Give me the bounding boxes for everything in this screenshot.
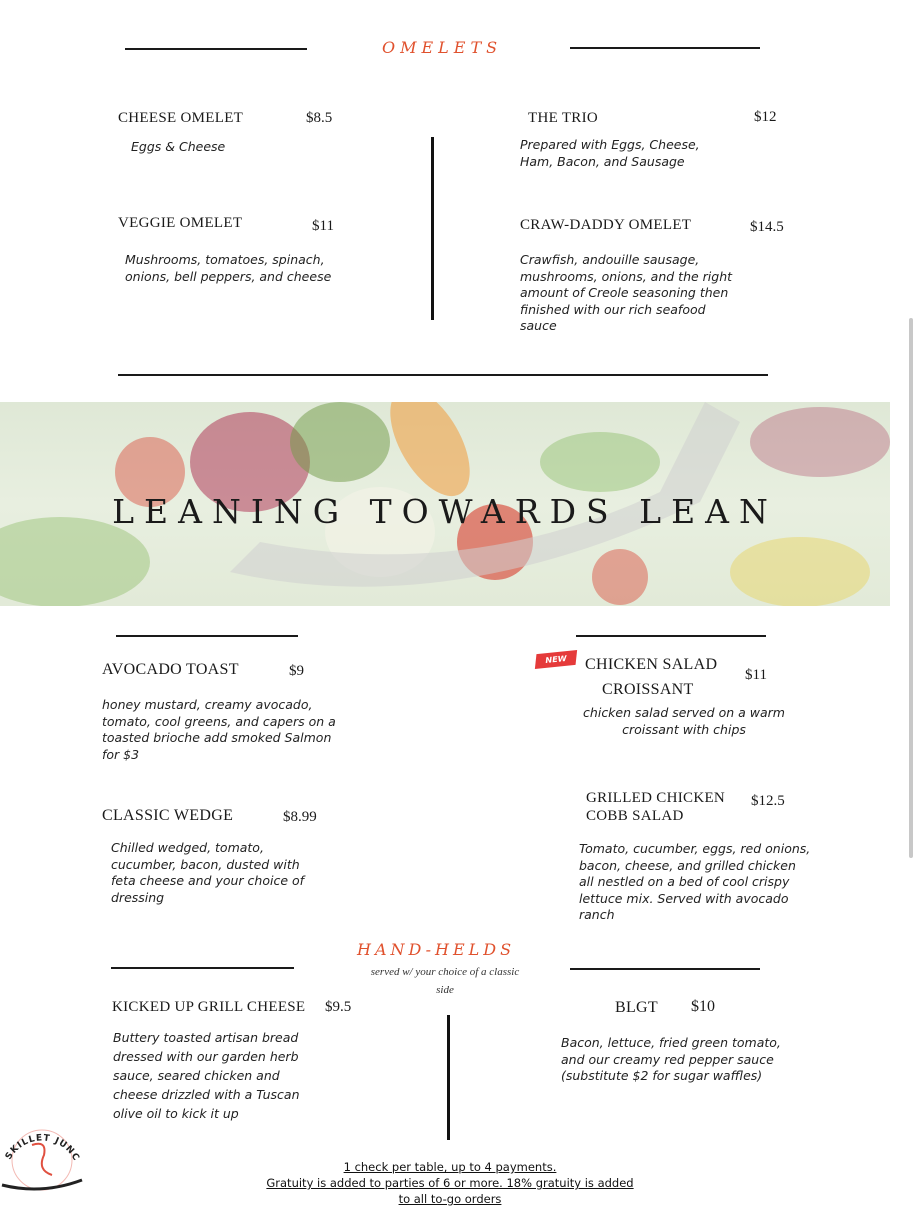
chicken-salad-name-2: CROISSANT (602, 681, 694, 698)
chicken-salad-price: $11 (745, 667, 767, 683)
omelets-bottom-rule (118, 374, 768, 376)
cobb-salad-name-1: GRILLED CHICKEN (586, 790, 726, 806)
banner-title: LEANING TOWARDS LEAN (112, 492, 778, 531)
skillet-junction-logo (0, 1100, 92, 1200)
new-badge: NEW (535, 650, 577, 669)
the-trio-price: $12 (754, 109, 777, 125)
footer-line-3: to all to-go orders (398, 1192, 502, 1206)
chicken-salad-name-1: CHICKEN SALAD (585, 656, 718, 673)
handhelds-rule-left (111, 967, 294, 969)
cheese-omelet-desc: Eggs & Cheese (131, 139, 226, 154)
chicken-salad-desc: chicken salad served on a warm croissant with chips (583, 705, 785, 737)
classic-wedge-desc: Chilled wedged, tomato, cucumber, bacon, dusted with feta cheese and your choice of dressing (111, 840, 305, 905)
avocado-toast-desc: honey mustard, creamy avocado, tomato, cool greens, and capers on a toasted brioche add smoked Salmon for $3 (102, 697, 336, 762)
cobb-salad-price: $12.5 (751, 793, 785, 809)
avocado-toast-name: AVOCADO TOAST (102, 661, 239, 678)
craw-daddy-name: CRAW-DADDY OMELET (520, 217, 692, 233)
handhelds-subtitle-1: served w/ your choice of a classic (370, 966, 520, 978)
omelets-rule-left (125, 48, 307, 50)
classic-wedge-price: $8.99 (283, 809, 317, 825)
veggie-omelet-name: VEGGIE OMELET (118, 215, 243, 231)
footer-line-1: 1 check per table, up to 4 payments. (343, 1160, 557, 1174)
omelets-rule-right (570, 47, 760, 49)
cheese-omelet-price: $8.5 (306, 110, 333, 126)
craw-daddy-desc: Crawfish, andouille sausage, mushrooms, onions, and the right amount of Creole seasoning then finished with our rich seafood sauce (520, 252, 733, 333)
omelets-divider (431, 137, 434, 320)
blgt-name: BLGT (615, 999, 658, 1016)
cheese-omelet-name: CHEESE OMELET (118, 110, 244, 126)
cobb-salad-name-2: COBB SALAD (586, 808, 684, 824)
the-trio-name: THE TRIO (528, 110, 599, 126)
blgt-desc: Bacon, lettuce, fried green tomato, and our creamy red pepper sauce (substitute $2 for sugar waffles) (561, 1035, 781, 1083)
classic-wedge-name: CLASSIC WEDGE (102, 807, 234, 824)
handhelds-divider (447, 1015, 450, 1140)
avocado-toast-price: $9 (289, 663, 304, 679)
the-trio-desc: Prepared with Eggs, Cheese, Ham, Bacon, and Sausage (520, 137, 700, 169)
lean-banner (0, 402, 890, 606)
cobb-salad-desc: Tomato, cucumber, eggs, red onions, bacon, cheese, and grilled chicken all nestled on a bed of cool crispy lettuce mix. Served with avocado ranch (579, 841, 811, 922)
handhelds-title: HAND-HELDS (357, 940, 516, 959)
lean-rule-left (116, 635, 298, 637)
grill-cheese-price: $9.5 (325, 999, 352, 1015)
craw-daddy-price: $14.5 (750, 219, 784, 235)
lean-rule-right (576, 635, 766, 637)
scrollbar[interactable] (909, 318, 913, 858)
grill-cheese-name: KICKED UP GRILL CHEESE (112, 999, 306, 1015)
veggie-omelet-desc: Mushrooms, tomatoes, spinach, onions, bell peppers, and cheese (125, 252, 332, 284)
handhelds-subtitle-2: side (436, 984, 454, 996)
handhelds-rule-right (570, 968, 760, 970)
svg-text:SKILLET JUNCTION: SKILLET JUNC (3, 1133, 82, 1164)
blgt-price: $10 (691, 998, 715, 1015)
veggie-omelet-price: $11 (312, 218, 334, 234)
grill-cheese-desc: Buttery toasted artisan bread dressed with our garden herb sauce, seared chicken and cheese drizzled with a Tuscan olive oil to kick it up (113, 1030, 300, 1121)
footer-line-2: Gratuity is added to parties of 6 or more. 18% gratuity is added (266, 1176, 634, 1190)
omelets-title: OMELETS (382, 38, 503, 57)
